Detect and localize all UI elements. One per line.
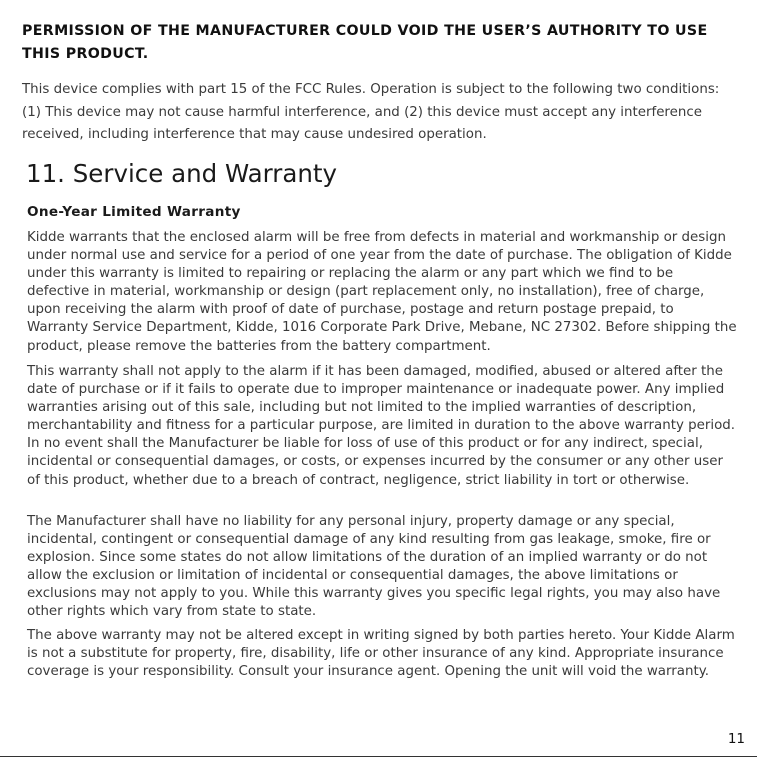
fcc-permission-warning: PERMISSION OF THE MANUFACTURER COULD VOID THE USER’S AUTHORITY TO USE THIS PRODUCT.: [22, 23, 708, 62]
warranty-paragraph: This warranty shall not apply to the alarm if it has been damaged, modified, abused or altered after the date of purchase or if it fails to operate due to improper maintenance or inadequate power. Any implied warranties arising out of this sale, including but not limited to the implied warranties of description, merchantability and fitness for a particular purpose, are limited in duration to the above warranty period. In no event shall the Manufacturer be liable for loss of use of this product or for any indirect, special, incidental or consequential damages, or costs, or expenses incurred by the consumer or any other user of this product, whether due to a breach of contract, negligence, strict liability in tort or otherwise.: [27, 364, 736, 488]
section-title: 11. Service and Warranty: [26, 159, 337, 188]
warranty-subtitle: One-Year Limited Warranty: [27, 204, 241, 220]
warranty-paragraph: The Manufacturer shall have no liability for any personal injury, property damage or any special, incidental, contingent or consequential damage of any kind resulting from gas leakage, smoke, fire or explosion. Since some states do not allow limitations of the duration of an implied warranty or do not allow the exclusion or limitation of incidental or consequential damages, the above limitations or exclusions may not apply to you. While this warranty gives you specific legal rights, you may also have other rights which vary from state to state.: [27, 514, 721, 620]
page-number: 11: [727, 731, 745, 747]
warranty-paragraph: The above warranty may not be altered except in writing signed by both parties hereto. Your Kidde Alarm is not a substitute for property, fire, disability, life or other insurance of any kind. Appropriate insurance coverage is your responsibility. Consult your insurance agent. Opening the unit will void the warranty.: [27, 628, 735, 680]
fcc-compliance-statement: This device complies with part 15 of the FCC Rules. Operation is subject to the following two conditions: (1) This device may not cause harmful interference, and (2) this device must accept any interference received, including interference that may cause undesired operation.: [22, 82, 720, 142]
warranty-paragraph: Kidde warrants that the enclosed alarm will be free from defects in material and workmanship or design under normal use and service for a period of one year from the date of purchase. The obligation of Kidde under this warranty is limited to repairing or replacing the alarm or any part which we find to be defective in material, workmanship or design (part replacement only, no installation), free of charge, upon receiving the alarm with proof of date of purchase, postage and return postage prepaid, to Warranty Service Department, Kidde, 1016 Corporate Park Drive, Mebane, NC 27302. Before shipping the product, please remove the batteries from the battery compartment.: [27, 230, 737, 354]
